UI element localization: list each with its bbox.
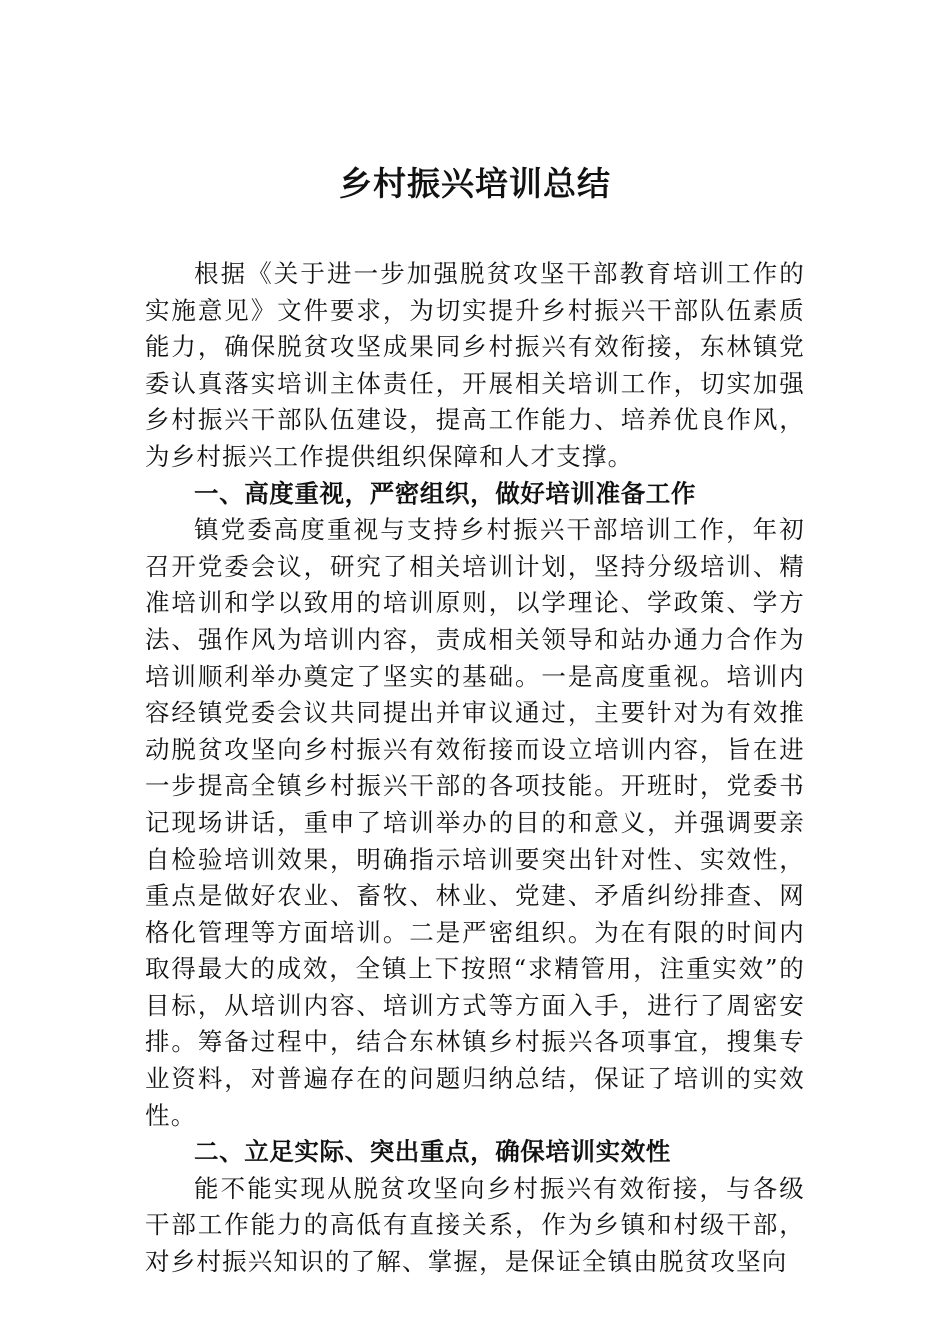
section-1-heading: 一、高度重视，严密组织，做好培训准备工作 bbox=[194, 478, 696, 508]
section-2-paragraph: 能不能实现从脱贫攻坚向乡村振兴有效衔接，与各级干部工作能力的高低有直接关系，作为乡镇和村级干部，对乡村振兴知识的了解、掌握，是保证全镇由脱贫攻坚向 bbox=[145, 1173, 805, 1277]
section-2-heading: 二、立足实际、突出重点，确保培训实效性 bbox=[194, 1137, 671, 1167]
intro-paragraph: 根据《关于进一步加强脱贫攻坚干部教育培训工作的实施意见》文件要求，为切实提升乡村振兴干部队伍素质能力，确保脱贫攻坚成果同乡村振兴有效衔接，东林镇党委认真落实培训主体责任，开展相关培训工作，切实加强乡村振兴干部队伍建设，提高工作能力、培养优良作风，为乡村振兴工作提供组织保障和人才支撑。 bbox=[145, 259, 805, 471]
section-1-paragraph: 镇党委高度重视与支持乡村振兴干部培训工作，年初召开党委会议，研究了相关培训计划，坚持分级培训、精准培训和学以致用的培训原则，以学理论、学政策、学方法、强作风为培训内容，责成相关领导和站办通力合作为培训顺利举办奠定了坚实的基础。一是高度重视。培训内容经镇党委会议共同提出并审议通过，主要针对为有效推动脱贫攻坚向乡村振兴有效衔接而设立培训内容，旨在进一步提高全镇乡村振兴干部的各项技能。开班时，党委书记现场讲话，重申了培训举办的目的和意义，并强调要亲自检验培训效果，明确指示培训要突出针对性、实效性，重点是做好农业、畜牧、林业、党建、矛盾纠纷排查、网格化管理等方面培训。二是严密组织。为在有限的时间内取得最大的成效，全镇上下按照“求精管用，注重实效”的目标，从培训内容、培训方式等方面入手，进行了周密安排。筹备过程中，结合东林镇乡村振兴各项事宜，搜集专业资料，对普遍存在的问题归纳总结，保证了培训的实效性。 bbox=[145, 515, 805, 1130]
document-body bbox=[145, 256, 805, 1281]
document-title: 乡村振兴培训总结 bbox=[339, 164, 611, 203]
